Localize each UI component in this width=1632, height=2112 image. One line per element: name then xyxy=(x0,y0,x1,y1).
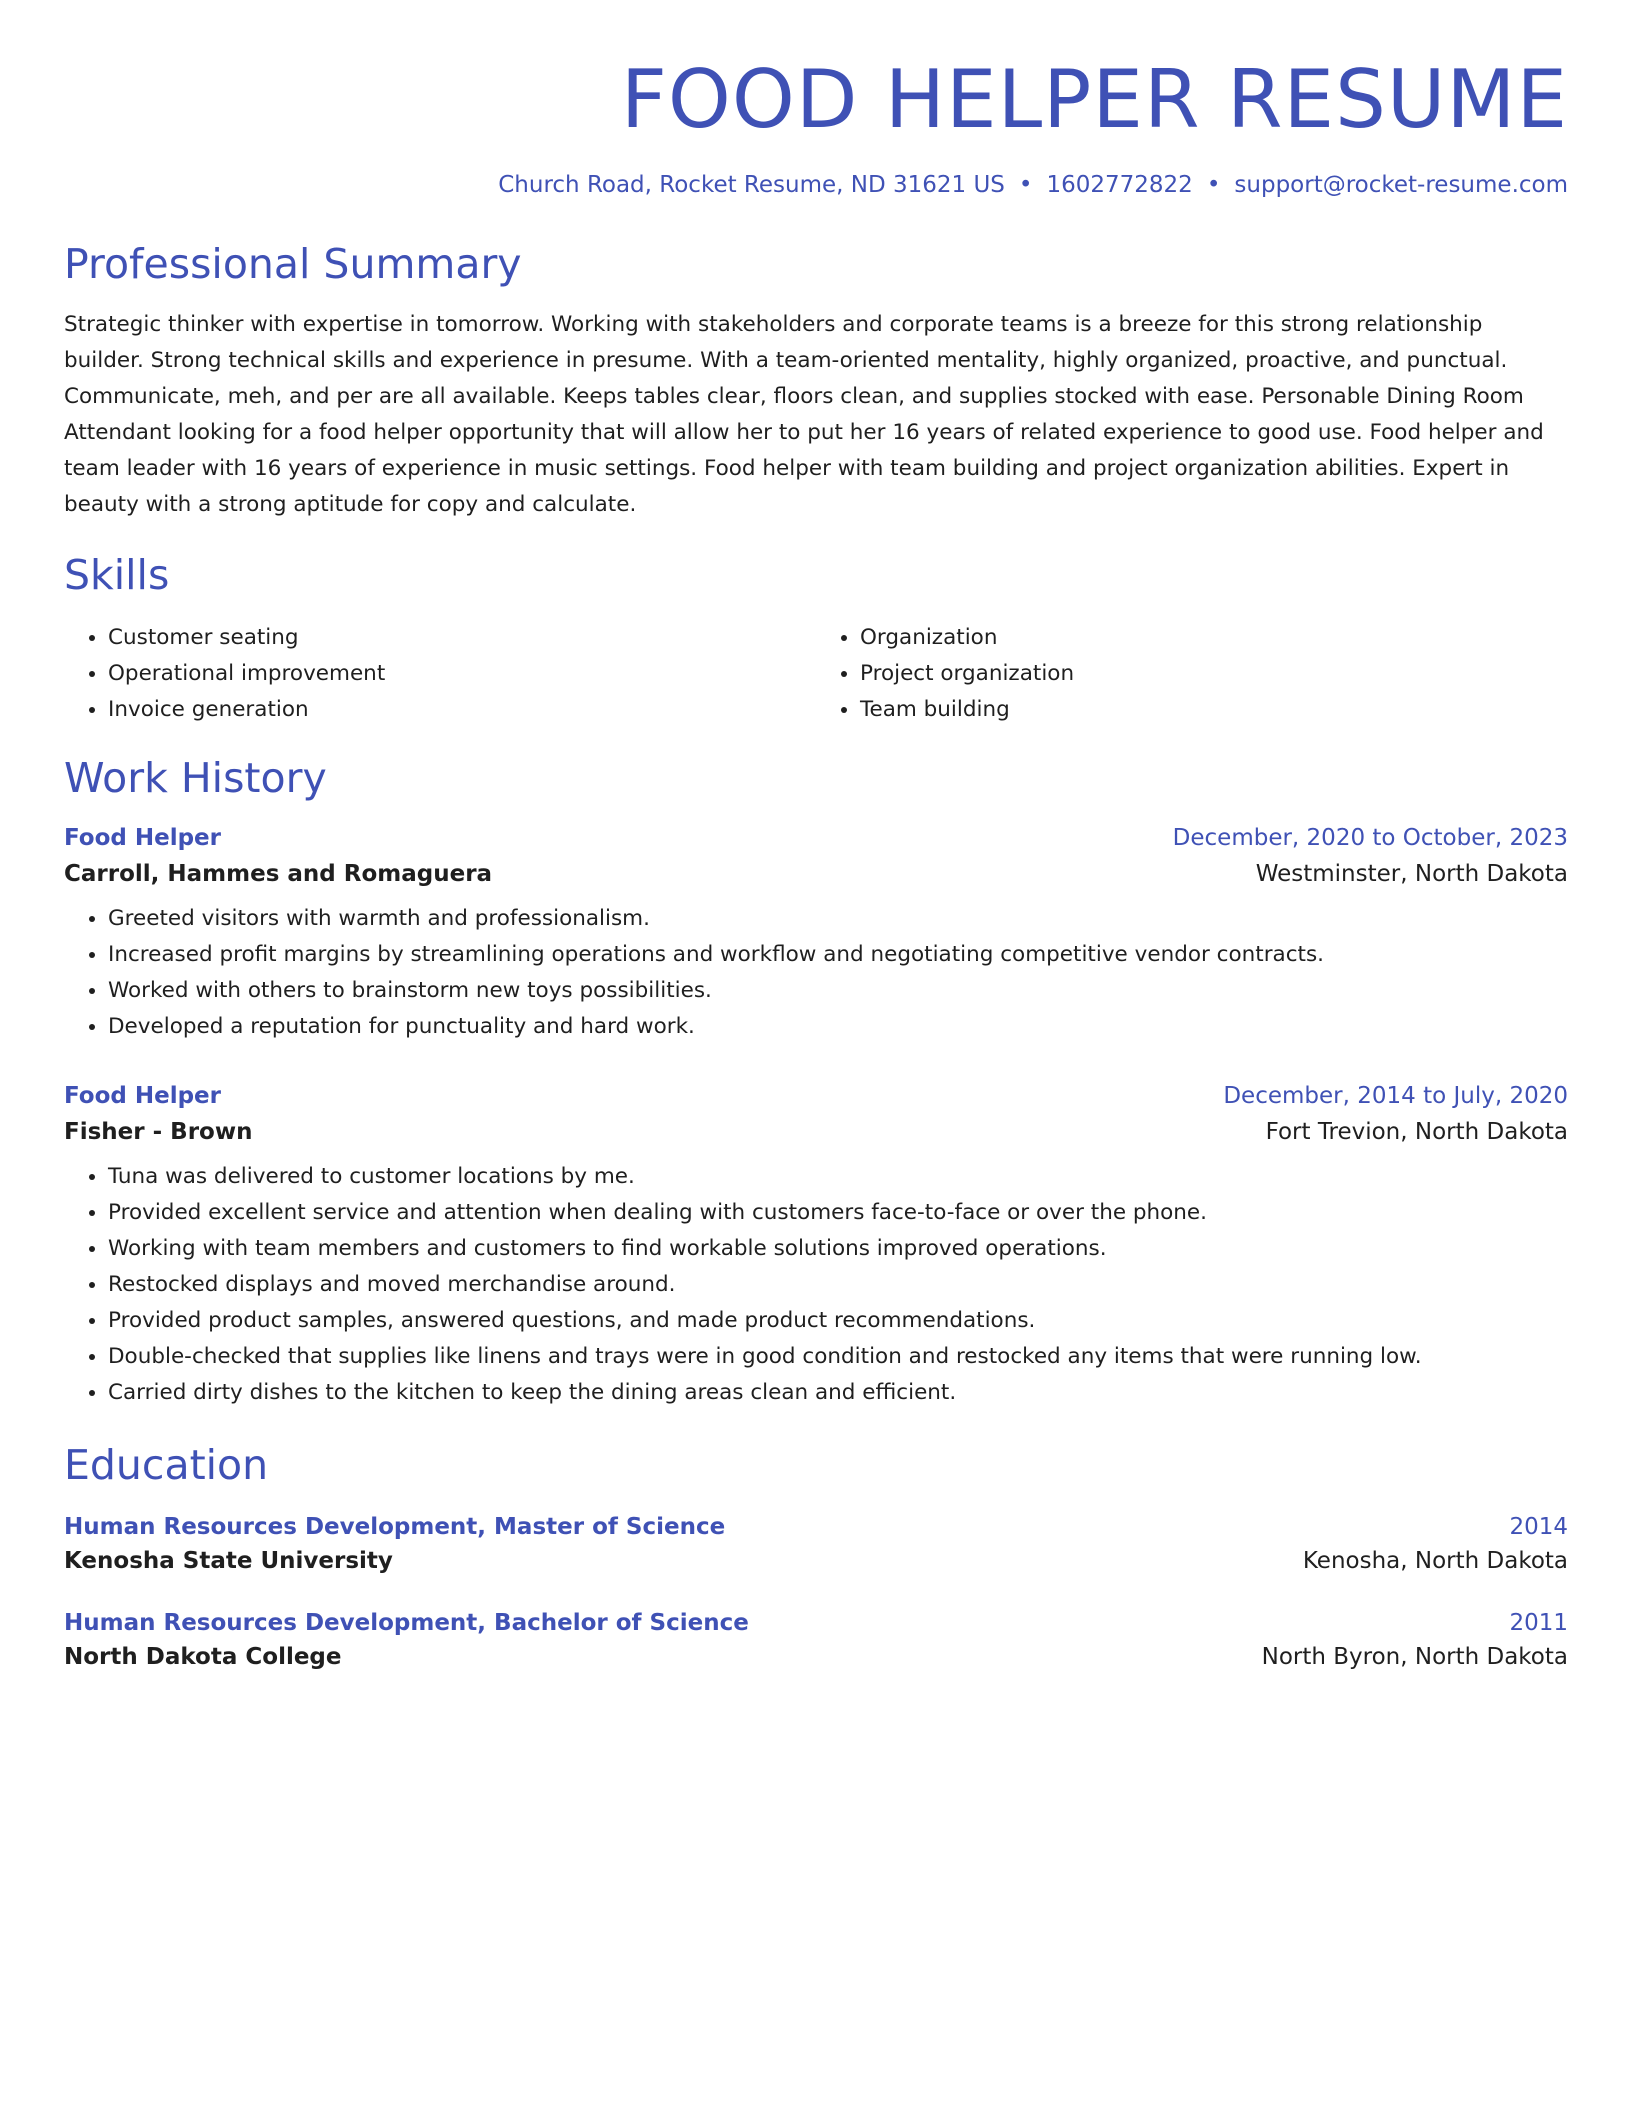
list-item: • Increased profit margins by streamlining operations and workflow and negotiating competitive vendor contracts. xyxy=(108,937,1568,973)
list-item: • Provided excellent service and attention when dealing with customers face-to-face or over the phone. xyxy=(108,1195,1568,1231)
job-dates: December, 2020 to October, 2023 xyxy=(1172,825,1568,852)
job-location: Fort Trevion, North Dakota xyxy=(1265,1119,1568,1146)
education-heading: Education xyxy=(64,1441,269,1490)
skill-item: • Operational improvement xyxy=(108,656,816,692)
list-item: • Double-checked that supplies like linens and trays were in good condition and restocked any items that were running low. xyxy=(108,1339,1568,1375)
job-bullets xyxy=(64,1159,1568,1411)
degree-row xyxy=(64,1514,1568,1540)
job-title-row xyxy=(64,1083,1568,1109)
school-row xyxy=(64,1548,1568,1574)
contact-line xyxy=(64,172,1568,200)
resume-title: FOOD HELPER RESUME xyxy=(620,53,1568,146)
summary-text: Strategic thinker with expertise in tomorrow. Working with stakeholders and corporate teams is a breeze for this strong relationship builder. Strong technical skills and experience in presume. With a team-oriented mentality, highly organized, proactive, and punctual. Communicate, meh, and per are all available. Keeps tables clear, floors clean, and supplies stocked with ease. Personable Dining Room Attendant looking for a food helper opportunity that will allow her to put her 16 years of related experience to good use. Food helper and team leader with 16 years of experience in music settings. Food helper with team building and project organization abilities. Expert in beauty with a strong aptitude for copy and calculate. xyxy=(64,311,1544,517)
work-history-heading: Work History xyxy=(64,753,327,802)
school-location: Kenosha, North Dakota xyxy=(1302,1548,1568,1575)
skills-column-left xyxy=(64,620,816,728)
job-company-row xyxy=(64,861,1568,887)
job-company-row xyxy=(64,1119,1568,1145)
degree-year: 2011 xyxy=(1509,1610,1568,1637)
job-title: Food Helper xyxy=(64,825,221,852)
job-title-row xyxy=(64,825,1568,851)
list-item: • Working with team members and customers to find workable solutions improved operations. xyxy=(108,1231,1568,1267)
job-dates: December, 2014 to July, 2020 xyxy=(1223,1083,1568,1110)
skill-item: • Team building xyxy=(860,692,1568,728)
skill-item: • Invoice generation xyxy=(108,692,816,728)
job-entry xyxy=(64,1083,1568,1411)
skill-item: • Customer seating xyxy=(108,620,816,656)
summary-heading: Professional Summary xyxy=(64,239,522,288)
job-company: Fisher - Brown xyxy=(64,1119,253,1146)
skills-heading: Skills xyxy=(64,550,170,599)
list-item: • Greeted visitors with warmth and professionalism. xyxy=(108,901,1568,937)
job-bullets xyxy=(64,901,1568,1045)
list-item: • Carried dirty dishes to the kitchen to keep the dining areas clean and efficient. xyxy=(108,1375,1568,1411)
list-item: • Tuna was delivered to customer locations by me. xyxy=(108,1159,1568,1195)
degree-year: 2014 xyxy=(1509,1514,1568,1541)
list-item: • Worked with others to brainstorm new toys possibilities. xyxy=(108,973,1568,1009)
contact-address: Church Road, Rocket Resume, ND 31621 US xyxy=(498,172,1005,198)
education-entry xyxy=(64,1514,1568,1574)
school-row xyxy=(64,1644,1568,1670)
skills-list xyxy=(64,620,1568,728)
list-item: • Provided product samples, answered questions, and made product recommendations. xyxy=(108,1303,1568,1339)
school-name: North Dakota College xyxy=(64,1644,342,1671)
job-company: Carroll, Hammes and Romaguera xyxy=(64,861,493,888)
skill-item: • Organization xyxy=(860,620,1568,656)
skill-item: • Project organization xyxy=(860,656,1568,692)
contact-separator: • xyxy=(1018,172,1033,198)
job-title: Food Helper xyxy=(64,1083,221,1110)
contact-phone: 1602772822 xyxy=(1046,172,1193,198)
school-name: Kenosha State University xyxy=(64,1548,393,1575)
contact-email: support@rocket-resume.com xyxy=(1234,172,1568,198)
school-location: North Byron, North Dakota xyxy=(1261,1644,1568,1671)
degree-title: Human Resources Development, Bachelor of Science xyxy=(64,1610,749,1637)
job-entry xyxy=(64,825,1568,1045)
education-entry xyxy=(64,1610,1568,1670)
skills-column-right xyxy=(816,620,1568,728)
list-item: • Developed a reputation for punctuality and hard work. xyxy=(108,1009,1568,1045)
degree-row xyxy=(64,1610,1568,1636)
contact-separator: • xyxy=(1206,172,1221,198)
degree-title: Human Resources Development, Master of Science xyxy=(64,1514,726,1541)
job-location: Westminster, North Dakota xyxy=(1255,861,1568,888)
list-item: • Restocked displays and moved merchandise around. xyxy=(108,1267,1568,1303)
